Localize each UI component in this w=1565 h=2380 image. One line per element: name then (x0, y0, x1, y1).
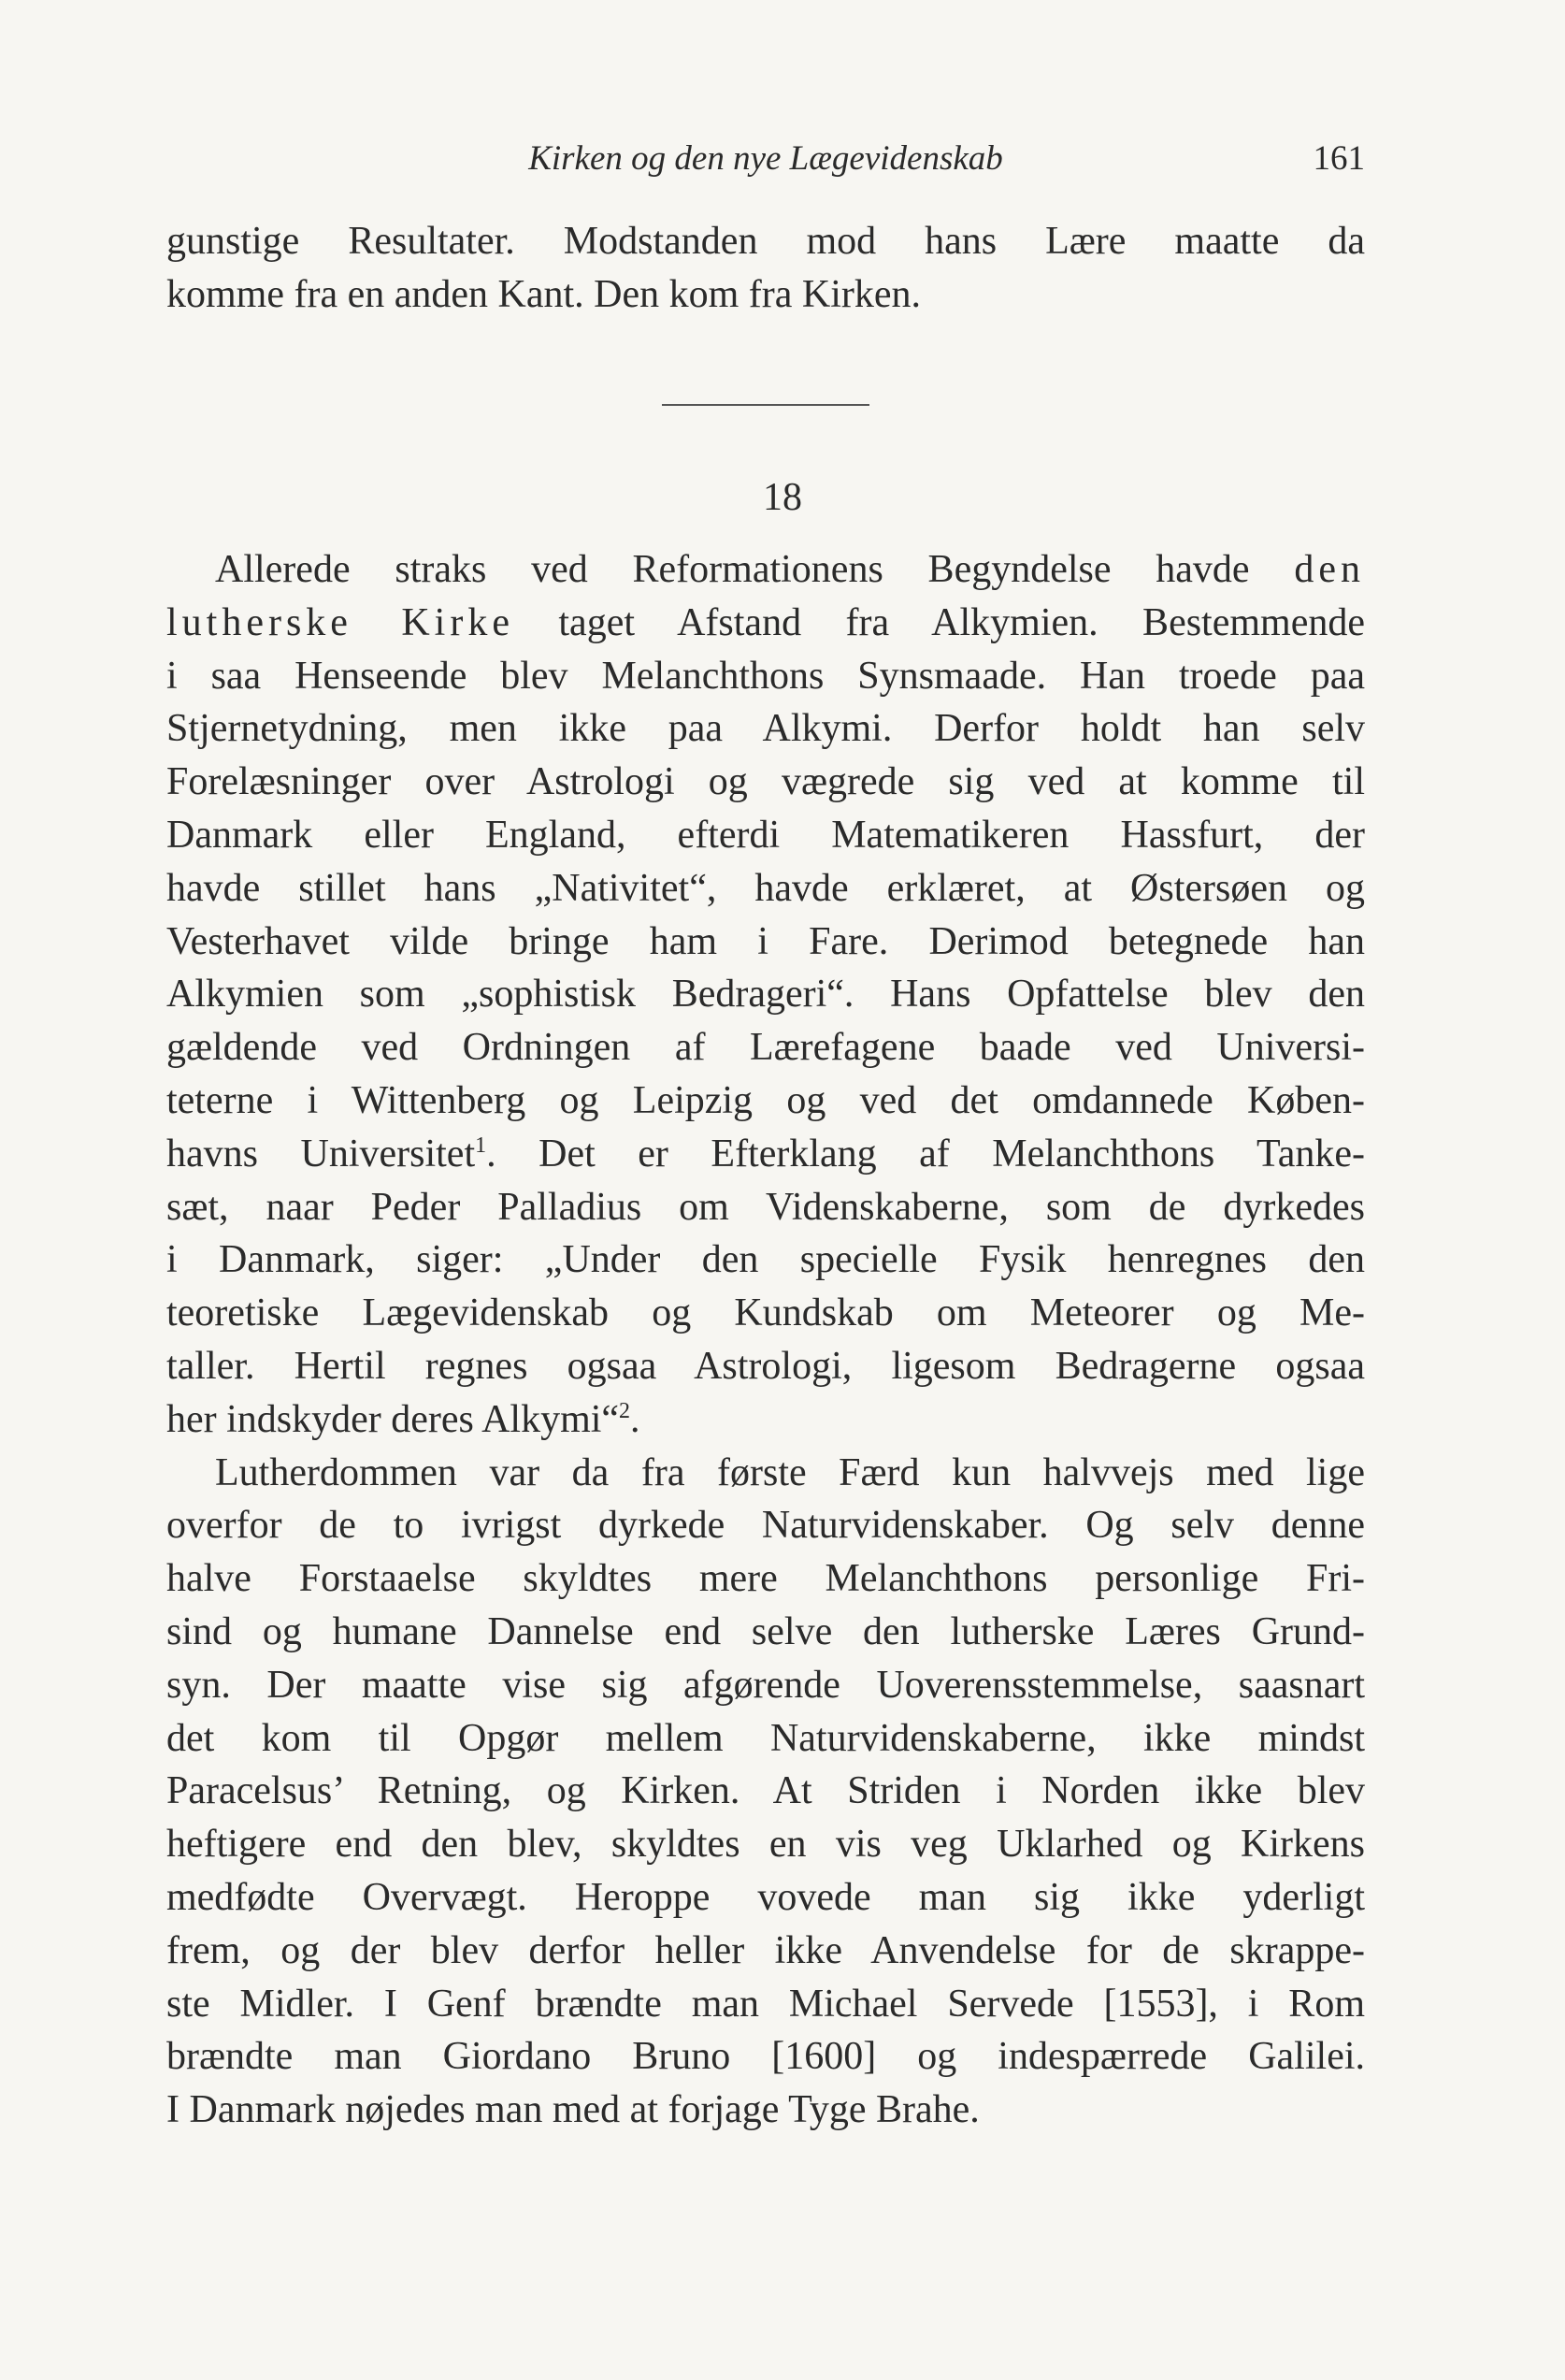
text-line (166, 1128, 1365, 1181)
text-line: Alkymien som „sophistisk Bedrageri“. Hans Opfattelse blev den (166, 973, 1365, 1017)
text-line: Forelæsninger over Astrologi og vægrede sig ved at komme til (166, 760, 1365, 804)
text-span: havns Universitet (166, 1132, 476, 1176)
intro-paragraph (166, 215, 1365, 322)
text-line: komme fra en anden Kant. Den kom fra Kirken. (166, 272, 922, 316)
spaced-text: lutherske Kirke (166, 600, 514, 644)
text-line: I Danmark nøjedes man med at forjage Tyge Brahe. (166, 2088, 980, 2132)
text-line (166, 597, 1365, 650)
section-number: 18 (763, 476, 802, 519)
text-line: teoretiske Lægevidenskab og Kundskab om Meteorer og Me- (166, 1291, 1365, 1335)
text-line: frem, og der blev derfor heller ikke Anvendelse for de skrappe- (166, 1928, 1365, 1972)
text-line: Vesterhavet vilde bringe ham i Fare. Derimod betegnede han (166, 919, 1365, 963)
text-line: Paracelsus’ Retning, og Kirken. At Striden i Norden ikke blev (166, 1769, 1365, 1813)
running-title: Kirken og den nye Lægevidenskab (528, 139, 1003, 178)
text-line: syn. Der maatte vise sig afgørende Uoverensstemmelse, saasnart (166, 1663, 1365, 1707)
text-line: sæt, naar Peder Palladius om Videnskaberne, som de dyrkedes (166, 1185, 1365, 1229)
running-head (166, 138, 1365, 183)
footnote-marker: 1 (475, 1132, 487, 1158)
text-line: overfor de to ivrigst dyrkede Naturvidenskaber. Og selv denne (166, 1504, 1365, 1548)
text-line (166, 1393, 1365, 1447)
footnote-marker: 2 (619, 1398, 631, 1423)
text-line: teterne i Wittenberg og Leipzig og ved det omdannede Køben- (166, 1078, 1365, 1122)
text-span: taget Afstand fra Alkymien. Bestemmende (558, 600, 1365, 644)
text-line: heftigere end den blev, skyldtes en vis veg Uklarhed og Kirkens (166, 1823, 1365, 1867)
text-line: gældende ved Ordningen af Lærefagene baade ved Universi- (166, 1026, 1365, 1070)
text-line: halve Forstaaelse skyldtes mere Melanchthons personlige Fri- (166, 1557, 1365, 1601)
text-line: medfødte Overvægt. Heroppe vovede man sig ikke yderligt (166, 1875, 1365, 1919)
text-line: taller. Hertil regnes ogsaa Astrologi, ligesom Bedragerne ogsaa (166, 1344, 1365, 1388)
spaced-text: den (1294, 548, 1365, 591)
text-line (166, 543, 1365, 597)
text-line: Stjernetydning, men ikke paa Alkymi. Derfor holdt han selv (166, 707, 1365, 751)
text-line: i Danmark, siger: „Under den specielle Fysik henregnes den (166, 1238, 1365, 1282)
text-span: Allerede straks ved Reformationens Begyndelse havde (215, 548, 1250, 591)
text-line: brændte man Giordano Bruno [1600] og indespærrede Galilei. (166, 2035, 1365, 2079)
section-divider (662, 404, 869, 406)
text-line: Danmark eller England, efterdi Matematikeren Hassfurt, der (166, 813, 1365, 857)
page-number: 161 (1313, 139, 1365, 178)
text-line: gunstige Resultater. Modstanden mod hans Lære maatte da (166, 220, 1365, 263)
section-body (166, 543, 1365, 2137)
text-line: sind og humane Dannelse end selve den lutherske Læres Grund- (166, 1609, 1365, 1653)
text-line: Lutherdommen var da fra første Færd kun halvvejs med lige (215, 1450, 1365, 1494)
text-line: ste Midler. I Genf brændte man Michael Servede [1553], i Rom (166, 1982, 1365, 2026)
text-span: . Det er Efterklang af Melanchthons Tanke- (486, 1132, 1365, 1176)
text-line: havde stillet hans „Nativitet“, havde erklæret, at Østersøen og (166, 866, 1365, 910)
text-line: i saa Henseende blev Melanchthons Synsmaade. Han troede paa (166, 654, 1365, 698)
text-span: her indskyder deres Alkymi“ (166, 1397, 620, 1441)
text-line: det kom til Opgør mellem Naturvidenskaberne, ikke mindst (166, 1716, 1365, 1760)
text-span: . (630, 1397, 640, 1441)
